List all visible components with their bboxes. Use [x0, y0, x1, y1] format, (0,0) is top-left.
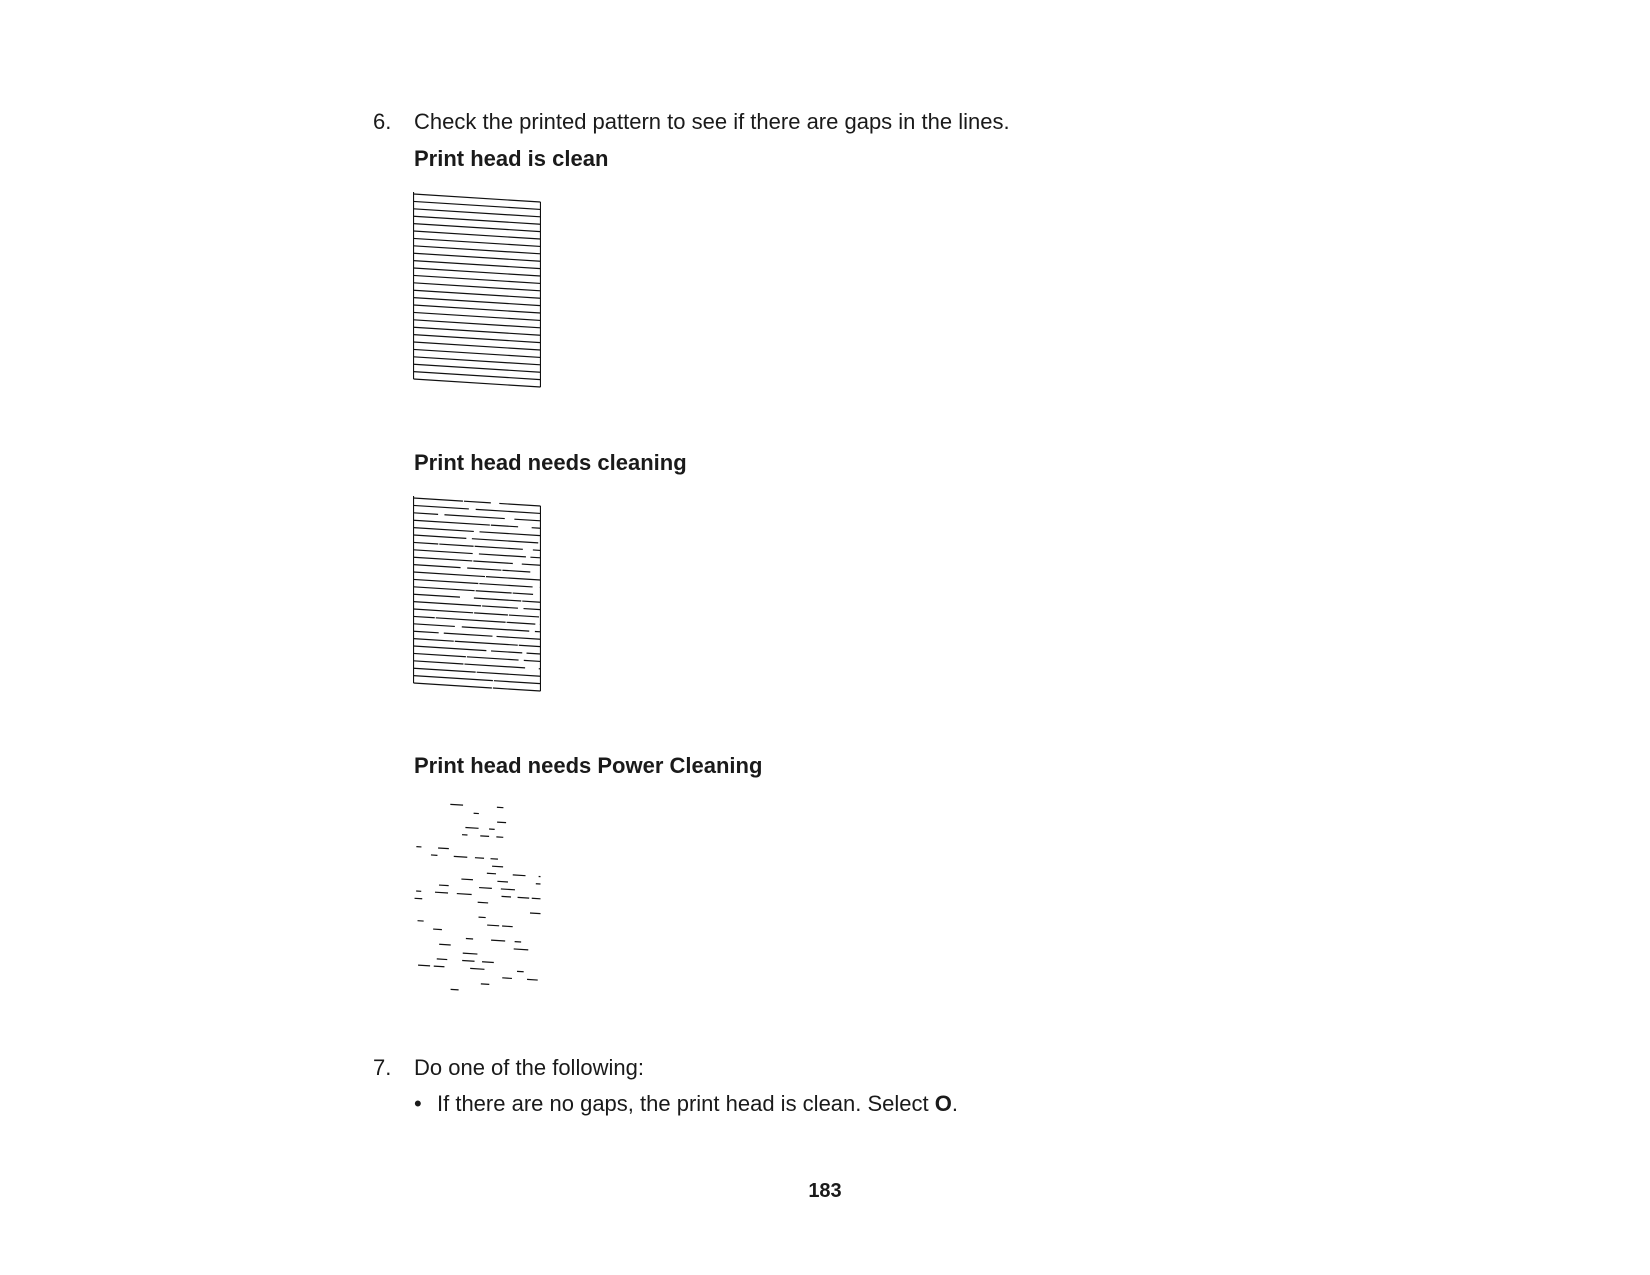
nozzle-dash: [487, 925, 499, 926]
step-number: 6.: [373, 109, 392, 134]
nozzle-line-segment: [414, 646, 487, 651]
nozzle-line-segment: [530, 557, 540, 558]
nozzle-line-segment: [414, 616, 435, 617]
nozzle-dash: [461, 879, 473, 880]
nozzle-line-segment: [474, 598, 521, 601]
nozzle-line: [414, 209, 541, 217]
nozzle-line-segment: [414, 572, 486, 577]
nozzle-line-segment: [414, 505, 469, 508]
nozzle-line-segment: [414, 513, 439, 515]
nozzle-dash: [454, 856, 467, 857]
nozzle-line-segment: [414, 498, 463, 501]
nozzle-line: [414, 194, 541, 202]
nozzle-line-segment: [486, 577, 540, 580]
nozzle-line: [414, 349, 541, 357]
nozzle-line: [414, 357, 541, 365]
nozzle-line: [414, 379, 541, 387]
nozzle-line-segment: [455, 641, 518, 645]
nozzle-dash: [450, 804, 463, 805]
nozzle-line: [414, 238, 541, 246]
nozzle-dash: [532, 898, 541, 899]
nozzle-dash: [451, 989, 459, 990]
nozzle-line: [414, 372, 541, 380]
nozzle-line-segment: [467, 657, 519, 660]
nozzle-line: [414, 335, 541, 343]
nozzle-line-segment: [414, 609, 474, 613]
nozzle-line-segment: [474, 613, 508, 615]
nozzle-dash: [501, 889, 515, 890]
nozzle-line-segment: [473, 561, 512, 563]
nozzle-line: [414, 327, 541, 335]
nozzle-line: [414, 290, 541, 298]
nozzle-line-segment: [497, 636, 541, 639]
nozzle-line-segment: [476, 509, 541, 513]
nozzle-line-segment: [462, 627, 529, 631]
nozzle-line-segment: [467, 568, 501, 570]
nozzle-dash: [513, 875, 526, 876]
nozzle-dash: [514, 949, 529, 950]
nozzle-line: [414, 320, 541, 328]
nozzle-dash: [462, 961, 474, 962]
nozzle-dash: [497, 881, 508, 882]
bullet-text-end: .: [951, 1091, 958, 1116]
nozzle-dash: [480, 836, 489, 837]
nozzle-line-segment: [499, 503, 540, 506]
nozzle-line-segment: [414, 683, 492, 688]
nozzle-line: [414, 216, 541, 224]
bullet-text: [437, 1091, 958, 1117]
nozzle-line-segment: [494, 681, 541, 684]
nozzle-line-segment: [524, 609, 541, 610]
nozzle-line-segment: [479, 554, 526, 557]
nozzle-line-segment: [414, 550, 473, 554]
nozzle-dash: [502, 926, 513, 927]
nozzle-dash: [470, 968, 484, 969]
nozzle-line-segment: [491, 651, 522, 653]
nozzle-line-segment: [439, 544, 473, 546]
nozzle-line: [414, 201, 541, 209]
nozzle-line: [414, 312, 541, 320]
nozzle-line-segment: [514, 519, 540, 521]
nozzle-dash: [438, 848, 449, 849]
nozzle-line-segment: [522, 601, 540, 602]
nozzle-line-segment: [472, 539, 538, 543]
nozzle-dash: [491, 940, 505, 941]
nozzle-dash: [527, 979, 538, 980]
nozzle-dash: [492, 866, 503, 867]
nozzle-line-segment: [513, 593, 533, 594]
nozzle-dash: [439, 944, 451, 945]
nozzle-line-segment: [480, 532, 541, 536]
nozzle-line-segment: [491, 525, 518, 527]
nozzle-line-segment: [414, 653, 466, 656]
nozzle-dash: [465, 828, 478, 829]
nozzle-line-segment: [414, 661, 464, 664]
nozzle-dash: [418, 965, 430, 966]
bullet-marker: •: [414, 1091, 422, 1116]
nozzle-dash: [434, 966, 445, 967]
nozzle-dash: [487, 873, 496, 874]
nozzle-line: [414, 275, 541, 283]
nozzle-line-segment: [414, 668, 476, 672]
nozzle-line-segment: [414, 639, 454, 642]
nozzle-dash: [435, 892, 448, 893]
nozzle-line: [414, 231, 541, 239]
nozzle-dash: [457, 894, 472, 895]
nozzle-pattern-clean: [413, 192, 541, 394]
nozzle-line-segment: [464, 501, 491, 503]
nozzle-line-segment: [476, 591, 512, 593]
nozzle-line-segment: [477, 672, 541, 676]
nozzle-line-segment: [414, 535, 467, 538]
nozzle-line: [414, 253, 541, 261]
nozzle-line-segment: [482, 606, 518, 608]
nozzle-line: [414, 261, 541, 269]
nozzle-line-segment: [524, 660, 541, 661]
step-text: Do one of the following:: [414, 1055, 644, 1080]
nozzle-dash: [478, 902, 488, 903]
nozzle-line-segment: [414, 676, 493, 681]
nozzle-line-segment: [475, 546, 523, 549]
ok-button-symbol: O: [934, 1091, 952, 1116]
nozzle-line-segment: [414, 631, 439, 633]
heading-needs-power-cleaning: Print head needs Power Cleaning: [414, 753, 763, 778]
nozzle-line-segment: [464, 664, 525, 668]
nozzle-pattern-needs-power-cleaning: [413, 800, 541, 1002]
nozzle-pattern-needs-cleaning: [413, 496, 541, 698]
nozzle-line-segment: [507, 622, 536, 624]
nozzle-dash: [481, 984, 489, 985]
nozzle-line-segment: [414, 542, 439, 544]
nozzle-dash: [482, 962, 494, 963]
heading-clean: Print head is clean: [414, 146, 609, 171]
nozzle-line: [414, 305, 541, 313]
nozzle-line-segment: [414, 520, 490, 525]
nozzle-line-segment: [414, 557, 473, 561]
nozzle-line-segment: [509, 615, 539, 617]
nozzle-line-segment: [519, 645, 541, 646]
nozzle-line: [414, 298, 541, 306]
nozzle-dash: [502, 978, 512, 979]
nozzle-line: [414, 268, 541, 276]
nozzle-line-segment: [414, 579, 479, 583]
nozzle-line: [414, 364, 541, 372]
nozzle-line-segment: [414, 587, 475, 591]
nozzle-dash: [437, 959, 448, 960]
heading-needs-cleaning: Print head needs cleaning: [414, 450, 687, 475]
nozzle-dash: [475, 858, 484, 859]
nozzle-line-segment: [493, 688, 541, 691]
nozzle-line: [414, 224, 541, 232]
bullet-text-main: If there are no gaps, the print head is clean. Select: [437, 1091, 935, 1116]
nozzle-line-segment: [444, 633, 493, 636]
nozzle-line: [414, 283, 541, 291]
nozzle-dash: [479, 888, 492, 889]
nozzle-dash: [463, 953, 478, 954]
step-number: 7.: [373, 1055, 392, 1080]
nozzle-line-segment: [444, 515, 504, 519]
nozzle-dash: [439, 885, 449, 886]
nozzle-dash: [502, 896, 511, 897]
nozzle-line-segment: [502, 570, 530, 572]
nozzle-line-segment: [414, 624, 455, 627]
nozzle-dash: [518, 897, 530, 898]
nozzle-line-segment: [527, 653, 541, 654]
nozzle-line-segment: [522, 564, 541, 565]
nozzle-line-segment: [414, 565, 461, 568]
nozzle-line-segment: [414, 602, 482, 606]
nozzle-line-segment: [414, 528, 474, 532]
nozzle-line-segment: [532, 528, 541, 529]
nozzle-line-segment: [436, 618, 506, 622]
nozzle-line-segment: [414, 594, 460, 597]
page-number: 183: [808, 1180, 842, 1202]
nozzle-dash: [497, 822, 506, 823]
nozzle-dash: [530, 913, 540, 914]
nozzle-line-segment: [479, 584, 532, 587]
nozzle-dash: [433, 929, 442, 930]
nozzle-line: [414, 246, 541, 254]
nozzle-line: [414, 342, 541, 350]
step-text: Check the printed pattern to see if there are gaps in the lines.: [414, 109, 1010, 134]
